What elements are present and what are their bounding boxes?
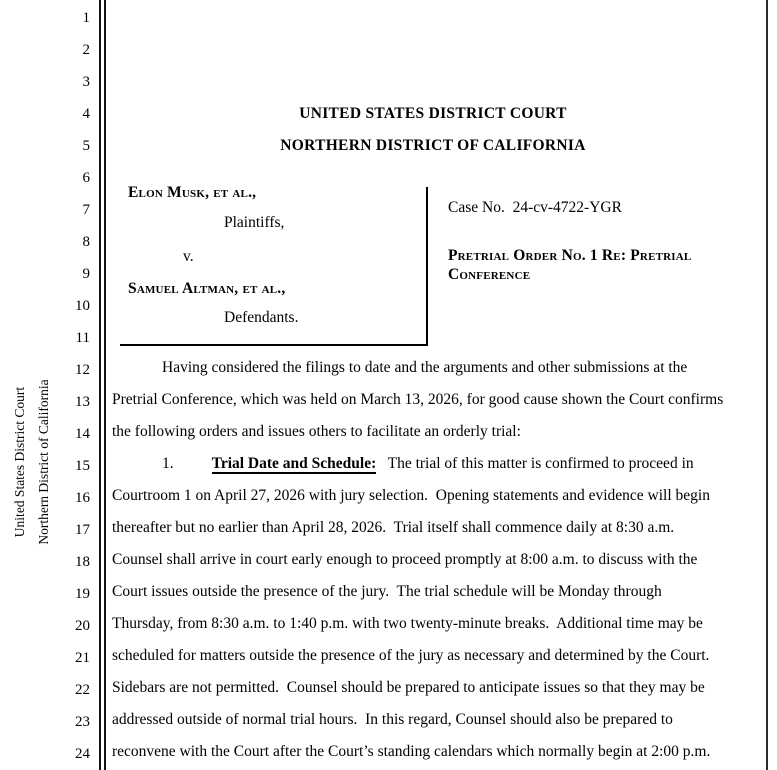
body-text-segment: the following orders and issues others to facilitate an orderly trial:	[112, 423, 521, 440]
body-text-segment: Pretrial Conference, which was held on March 13, 2026, for good cause shown the Court confirms	[112, 391, 724, 408]
line-number: 8	[82, 234, 90, 250]
pleading-rule-left-outer	[99, 0, 101, 770]
body-text-segment: The trial of this matter is confirmed to proceed in	[376, 455, 694, 472]
body-line	[112, 416, 762, 448]
defendant-name: Samuel Altman, et al.,	[128, 280, 286, 297]
pleading-rule-left-inner	[104, 0, 106, 770]
body-text-segment: scheduled for matters outside the presence of the jury as necessary and determined by the Court.	[112, 647, 710, 664]
caption-divider-vertical	[426, 187, 428, 345]
line-number: 9	[82, 266, 90, 282]
body-text	[112, 352, 762, 768]
line-number: 1	[82, 10, 90, 26]
body-text-segment: addressed outside of normal trial hours. In this regard, Counsel should also be prepared to	[112, 711, 673, 728]
line-number: 18	[75, 554, 90, 570]
body-text-segment: thereafter but no earlier than April 28, 2026. Trial itself shall commence daily at 8:30 a.m.	[112, 519, 675, 536]
body-text-segment: reconvene with the Court after the Court’s standing calendars which normally begin at 2:00 p.m.	[112, 743, 711, 760]
body-text-segment: Having considered the filings to date and the arguments and other submissions at the	[162, 359, 688, 376]
line-number: 22	[75, 682, 90, 698]
body-line	[112, 384, 762, 416]
line-number-gutter	[0, 2, 90, 770]
plaintiff-name: Elon Musk, et al.,	[128, 184, 257, 201]
body-line	[112, 480, 762, 512]
body-line	[112, 544, 762, 576]
line-number: 13	[75, 394, 90, 410]
body-text-segment: Sidebars are not permitted. Counsel should be prepared to anticipate issues so that they may be	[112, 679, 705, 696]
body-line	[112, 448, 762, 480]
body-text-segment: Courtroom 1 on April 27, 2026 with jury selection. Opening statements and evidence will begin	[112, 487, 710, 504]
body-line	[112, 640, 762, 672]
order-title: Pretrial Order No. 1 Re: Pretrial Conference	[448, 247, 692, 283]
body-text-segment: Counsel shall arrive in court early enough to proceed promptly at 8:00 a.m. to discuss with the	[112, 551, 698, 568]
versus-label: v.	[183, 248, 194, 265]
body-text-segment: Court issues outside the presence of the jury. The trial schedule will be Monday through	[112, 583, 662, 600]
line-number: 7	[82, 202, 90, 218]
court-title: UNITED STATES DISTRICT COURT	[299, 105, 567, 122]
line-number: 20	[75, 618, 90, 634]
line-number: 10	[75, 298, 90, 314]
body-line	[112, 512, 762, 544]
body-line	[112, 704, 762, 736]
body-line	[112, 672, 762, 704]
line-number: 12	[75, 362, 90, 378]
line-number: 3	[82, 74, 90, 90]
section-heading: Trial Date and Schedule:	[211, 455, 377, 472]
line-number: 24	[75, 746, 90, 762]
case-number: Case No. 24-cv-4722-YGR	[448, 199, 622, 216]
pleading-rule-right	[766, 0, 768, 770]
caption-divider-horizontal	[120, 344, 428, 346]
body-line	[112, 352, 762, 384]
line-number: 15	[75, 458, 90, 474]
line-number: 2	[82, 42, 90, 58]
line-number: 21	[75, 650, 90, 666]
defendants-label: Defendants.	[224, 309, 299, 326]
body-line	[112, 608, 762, 640]
body-text-segment: 1.	[162, 455, 174, 472]
body-line	[112, 576, 762, 608]
line-number: 5	[82, 138, 90, 154]
line-number: 4	[82, 106, 90, 122]
line-number: 16	[75, 490, 90, 506]
body-line	[112, 736, 762, 768]
line-number: 23	[75, 714, 90, 730]
sidebar-court-line2: Northern District of California	[36, 379, 51, 545]
sidebar-court-line1: United States District Court	[12, 386, 27, 538]
line-number: 14	[75, 426, 90, 442]
line-number: 11	[75, 330, 90, 346]
district-title: NORTHERN DISTRICT OF CALIFORNIA	[280, 137, 586, 154]
plaintiffs-label: Plaintiffs,	[224, 214, 285, 231]
body-text-segment: Thursday, from 8:30 a.m. to 1:40 p.m. with two twenty-minute breaks. Additional time may be	[112, 615, 703, 632]
line-number: 19	[75, 586, 90, 602]
line-number: 6	[82, 170, 90, 186]
line-number: 17	[75, 522, 90, 538]
